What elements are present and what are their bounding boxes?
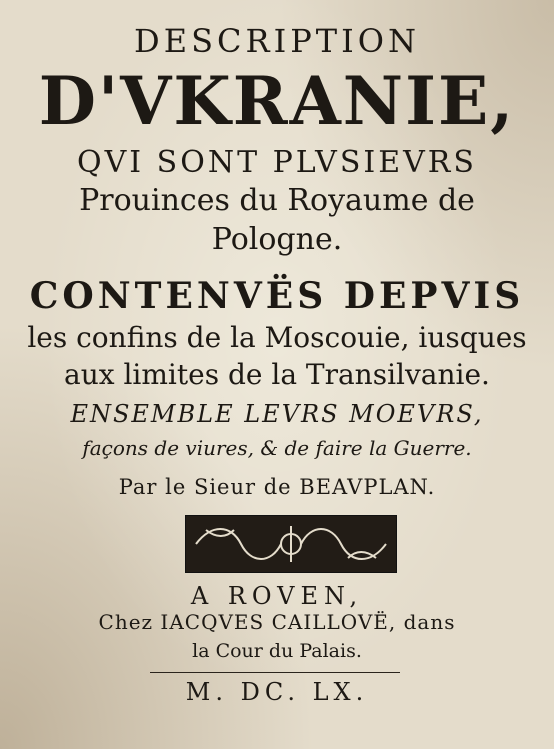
imprint-address: la Cour du Palais. xyxy=(192,640,362,662)
title-line-5: Pologne. xyxy=(211,222,343,257)
title-line-9: ENSEMBLE LEVRS MOEVRS, xyxy=(70,400,484,428)
title-line-6: CONTENVËS DEPVIS xyxy=(29,275,525,317)
imprint-city: A ROVEN, xyxy=(190,582,364,610)
title-line-4: Prouinces du Royaume de xyxy=(79,183,475,218)
title-line-7: les confins de la Moscouie, iusques xyxy=(27,321,527,354)
ornament-graphic xyxy=(186,516,396,572)
imprint-printer: Chez IACQVES CAILLOVË, dans xyxy=(98,610,456,634)
divider xyxy=(150,672,400,673)
title-line-3: QVI SONT PLVSIEVRS xyxy=(77,145,477,180)
title-line-1: DESCRIPTION xyxy=(134,22,420,60)
imprint-year: M. DC. LX. xyxy=(185,678,369,706)
title-line-10: façons de viures, & de faire la Guerre. xyxy=(82,436,472,460)
title-line-8: aux limites de la Transilvanie. xyxy=(64,358,490,391)
fleuron-ornament-icon xyxy=(185,515,397,573)
author-line: Par le Sieur de BEAVPLAN. xyxy=(118,475,436,499)
title-line-2: D'VKRANIE, xyxy=(38,62,516,140)
